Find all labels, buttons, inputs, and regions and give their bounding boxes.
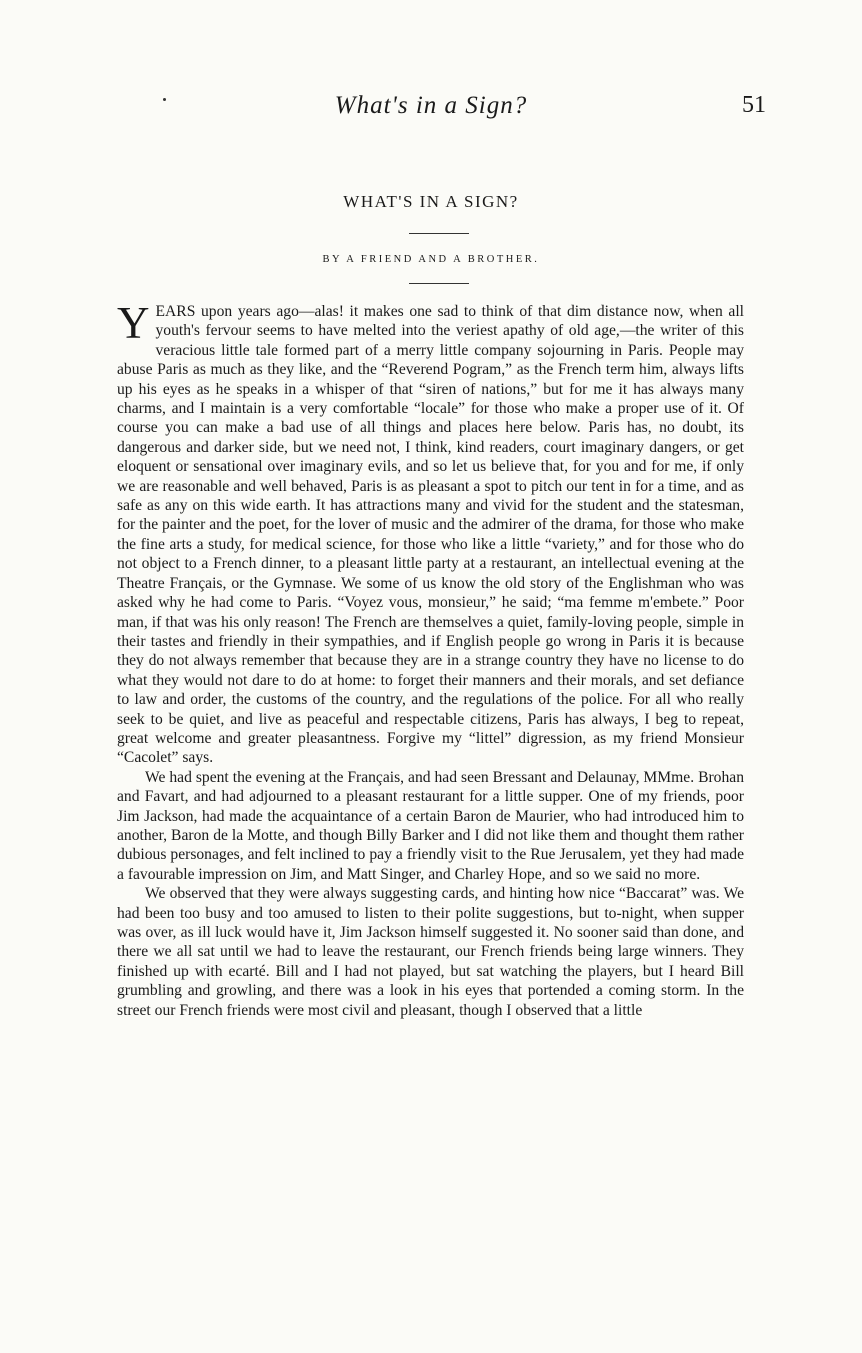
byline: BY A FRIEND AND A BROTHER. [322,254,540,265]
running-head [0,92,862,122]
title-divider [409,233,469,234]
paragraph-3: We observed that they were always suggesting cards, and hinting how nice “Baccarat” was. We had been too busy and too amused to listen to their polite suggestions, but to-night, when supper was over, as ill luck would have it, Jim Jackson himself suggested it. No sooner said than done, and there we all sat until we had to leave the restaurant, our French friends being large winners. They finished up with ecarté. Bill and I had not played, but sat watching the players, but I heard Bill grumbling and growling, and there was a look in his eyes that portended a coming storm. In the street our French friends were most civil and pleasant, though I observed that a little [117,885,744,1019]
paragraph-1-text: EARS upon years ago—alas! it makes one sad to think of that dim distance now, when all youth's fervour seems to have melted into the veriest apathy of old age,—the writer of this veracious little tale formed part of a merry little company sojourning in Paris. People may abuse Paris as much as they like, and the “Reverend Pogram,” as the French term him, always lifts up his eyes as he speaks in a whisper of that “siren of nations,” but for me it has always many charms, and I maintain is a very comfortable “locale” for those who make a proper use of it. Of course you can make a bad use of all things and places here below. Paris has, no doubt, its dangerous and darker side, but we need not, I think, kind readers, court imaginary dangers, or get eloquent or sensational over imaginary evils, and so let us believe that, for you and for me, if only we are reasonable and well behaved, Paris is as pleasant a spot to pitch our tent in for a time, and as safe as any on this wide earth. It has attractions many and vivid for the student and the statesman, for the painter and the poet, for the lover of music and the admirer of the drama, for those who make the fine arts a study, for medical science, for those who like a little “variety,” and for those who do not object to a French dinner, to a pleasant little party at a restaurant, an intellectual evening at the Theatre Français, or the Gymnase. We some of us know the old story of the Englishman who was asked why he had come to Paris. “Voyez vous, monsieur,” he said; “ma femme m'embete.” Poor man, if that was his only reason! The French are themselves a quiet, family-loving people, simple in their tastes and friendly in their sympathies, and if English people go wrong in Paris it is because they do not always remember that because they are in a strange country they have no license to do what they would not dare to do at home: to forget their manners and their morals, and set defiance to law and order, the customs of the country, and the regulations of the police. For all who really seek to be quiet, and live as peaceful and respectable citizens, Paris has always, I beg to repeat, great welcome and greater pleasantness. Forgive my “littel” digression, as my friend Monsieur “Cacolet” says. [117,303,744,767]
paragraph-2: We had spent the evening at the Français, and had seen Bressant and Delaunay, MMme. Brohan and Favart, and had adjourned to a pleasant restaurant for a little supper. One of my friends, poor Jim Jackson, had made the acquaintance of a certain Baron de Maurier, who had introduced him to another, Baron de la Motte, and though Billy Barker and I did not like them and thought them rather dubious personages, and felt inclined to pay a friendly visit to the Rue Jerusalem, yet they had made a favourable impression on Jim, and Matt Singer, and Charley Hope, and so we said no more. [117,768,744,883]
article-body [117,298,744,1020]
paragraph-1 [117,298,744,768]
byline-divider [409,283,469,284]
running-title: What's in a Sign? [334,92,528,119]
page-number: 51 [742,92,766,118]
drop-cap: Y [117,298,150,348]
article-title: WHAT'S IN A SIGN? [343,192,519,211]
